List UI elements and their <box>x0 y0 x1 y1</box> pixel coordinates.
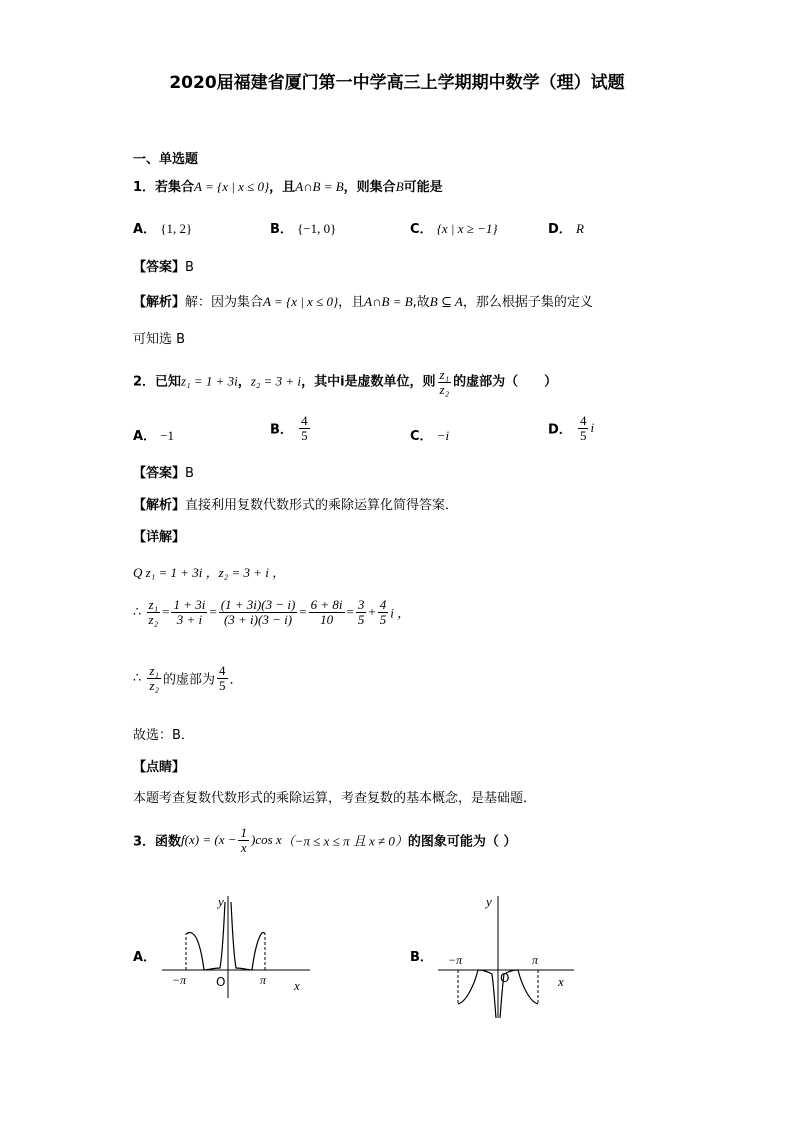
q1-suffix: ，则集合 <box>343 180 396 195</box>
q1-analysis-line1: 【解析】解：因为集合A = {x | x ≤ 0}，且A∩B = B,故B ⊆ A，那么根据子集的定义 <box>133 294 593 310</box>
graph-b-y-label: y <box>486 894 492 909</box>
q1-mid: ，且 <box>269 180 296 195</box>
graph-a-curve-left <box>186 902 225 970</box>
graph-a-curve-right <box>231 902 265 970</box>
q1-option-d[interactable]: D． R <box>548 221 584 237</box>
q3-graph-a <box>162 890 322 1000</box>
question-2: 2．已知z₁ = 1 + 3i，z₂ = 3 + i，其中i是虚数单位，则 $\frac{\text{z₁}}{\text{z₂}}$ 的虚部为（ ） <box>133 367 558 397</box>
q3-graph-b <box>438 890 578 1020</box>
q2-choose: 故选：B． <box>133 728 194 743</box>
q1-B: B <box>395 179 404 194</box>
q2-option-b[interactable]: B． $\frac{4}{5}$ <box>270 413 308 443</box>
question-3: 3．函数f(x) = (x − $\frac{1}{x}$ )cos x（−π ≤ x ≤ π 且 x ≠ 0）的图象可能为（ ） <box>133 825 517 855</box>
graph-a-pi: π <box>260 973 267 987</box>
q1-answer: 【答案】B <box>133 260 194 275</box>
q2-step2: ∴ $\frac{\text{z₁}}{\text{z₂}}$ = $\frac{1 + 3i}{3 + i}$ = $\frac{(1 + 3i)(3 - i)}{(3 + i)(3 - i)}$ = $\frac{6 + 8i}{10}$ = $\frac{3}{5}$ + $\frac{4}{5}$ i ， <box>133 597 411 627</box>
graph-b-pi: π <box>532 953 539 967</box>
graph-b-neg-pi: −π <box>448 953 463 967</box>
q1-cond: A∩B = B <box>295 179 344 194</box>
q1-setA: A = {x | x ≤ 0} <box>194 179 270 194</box>
q2-detail-tag: 【详解】 <box>133 530 186 545</box>
graph-b-origin: O <box>500 971 510 985</box>
q1-analysis-line2: 可知选 B <box>133 332 186 347</box>
graph-a-origin: O <box>216 975 226 989</box>
q1-end: 可能是 <box>403 180 443 195</box>
q2-fraction: $\frac{\text{z₁}}{\text{z₂}}$ <box>439 367 450 397</box>
q1-option-a[interactable]: A． {1, 2} <box>133 221 193 237</box>
q2-option-c[interactable]: C． −i <box>410 428 450 444</box>
q2-step1: Q z₁ = 1 + 3i ，z₂ = 3 + i ， <box>133 565 286 580</box>
section-heading: 一、单选题 <box>133 152 199 167</box>
q2-comment: 本题考查复数代数形式的乘除运算，考查复数的基本概念，是基础题． <box>133 791 537 806</box>
q2-comment-tag: 【点睛】 <box>133 760 186 775</box>
q1-prefix: 1．若集合 <box>133 180 195 195</box>
q1-option-c[interactable]: C． {x | x ≥ −1} <box>410 221 498 237</box>
q3-option-b[interactable]: B． <box>410 950 433 965</box>
q2-answer: 【答案】B <box>133 466 194 481</box>
page-title: 2020届福建省厦门第一中学高三上学期期中数学（理）试题 <box>169 73 625 93</box>
q2-analysis: 【解析】直接利用复数代数形式的乘除运算化简得答案． <box>133 498 459 513</box>
q1-option-b[interactable]: B． {−1, 0} <box>270 221 337 237</box>
graph-b-x-label: x <box>558 974 564 989</box>
graph-a-y-label: y <box>218 894 224 909</box>
question-1 <box>133 176 443 195</box>
q2-step3: ∴ $\frac{\text{z₁}}{\text{z₂}}$ 的虚部为 $\frac{4}{5}$ ． <box>133 663 243 693</box>
graph-b-curve-left <box>458 970 496 1018</box>
graph-a-neg-pi: −π <box>172 973 187 987</box>
graph-a-x-label: x <box>294 978 300 993</box>
q2-option-d[interactable]: D． $\frac{4}{5}$ i <box>548 413 595 443</box>
q2-option-a[interactable]: A． −1 <box>133 428 175 444</box>
q3-option-a[interactable]: A． <box>133 950 157 965</box>
